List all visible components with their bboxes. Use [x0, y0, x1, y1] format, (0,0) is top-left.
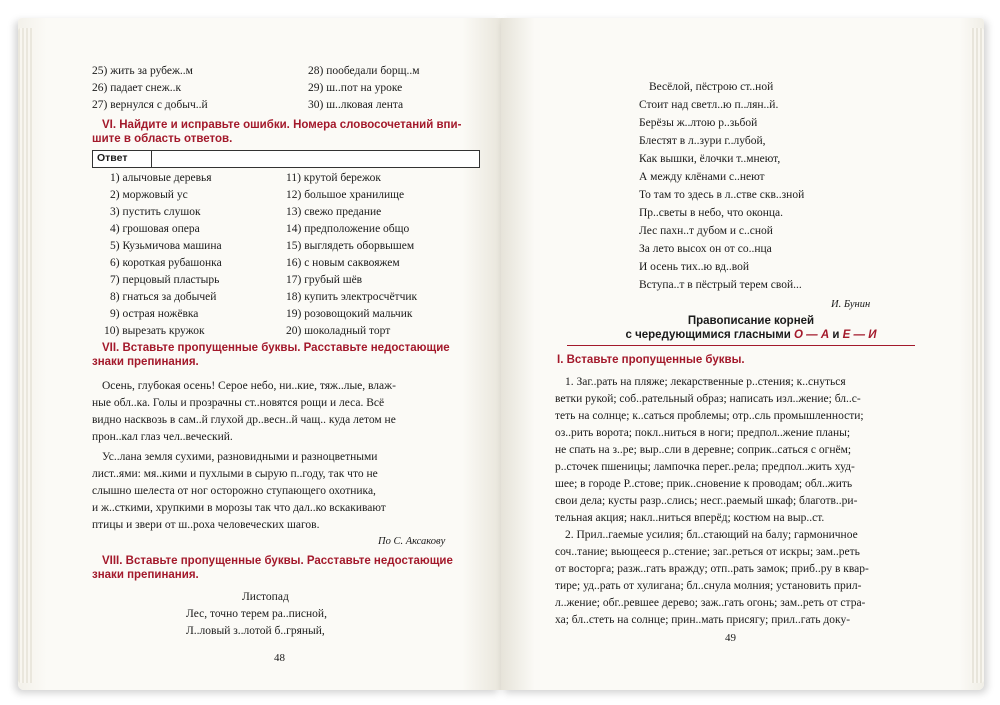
task7-author: По С. Аксакову — [378, 536, 446, 547]
text-line: теть на солнце; к..саться проблемы; отр..сль промышленности; — [555, 410, 864, 422]
text-line: 2. Прил..гаемые усилия; бл..стающий на балу; гармоничное — [565, 529, 858, 541]
list-item: 5) Кузьмичова машина — [110, 240, 222, 252]
list-item: 9) острая ножёвка — [110, 308, 199, 320]
right-page-edge — [970, 28, 984, 683]
text-line: видно насквозь в сам..й глухой др..весн..й чащ.. куда летом не — [92, 414, 396, 426]
answer-field[interactable] — [92, 150, 480, 168]
left-page — [18, 18, 501, 690]
task7-heading: знаки препинания. — [92, 356, 199, 368]
task8-heading: VIII. Вставьте пропущенные буквы. Расставьте недостающие — [102, 555, 453, 567]
vowel-pair-o-a: О — А — [794, 329, 830, 341]
poem-line: Берёзы ж..лтою р..зьбой — [639, 117, 758, 129]
task6-heading: шите в область ответов. — [92, 133, 233, 145]
text-line: птицы и звери от ш..роха человеческих шагов. — [92, 519, 320, 531]
item: 25) жить за рубеж..м — [92, 65, 193, 77]
text-line: соч..тание; вьющееся р..стение; заг..реться от искры; зам..реть — [555, 546, 860, 558]
text-line: шее; в городе Р..стове; прик..сновение к проводам; обл..жить — [555, 478, 853, 490]
list-item: 16) с новым саквояжем — [286, 257, 400, 269]
poem-line: То там то здесь в л..стве скв..зной — [639, 189, 805, 201]
task1-heading: I. Вставьте пропущенные буквы. — [557, 354, 745, 366]
poem-title: Листопад — [242, 591, 289, 603]
text-line: прон..кал глаз чел..веческий. — [92, 431, 233, 443]
list-item: 8) гнаться за добычей — [110, 291, 217, 303]
section-title — [561, 315, 941, 327]
list-item: 14) предположение общо — [286, 223, 410, 235]
text-line: ветки рукой; соб..рательный образ; написать изл..жение; бл..с- — [555, 393, 861, 405]
poem-line: За лето высох он от со..нца — [639, 243, 772, 255]
left-page-edge — [18, 28, 34, 683]
item: 28) пообедали борщ..м — [308, 65, 420, 77]
poem-line: Весёлой, пёстрою ст..ной — [649, 81, 774, 93]
conjunction: и — [832, 329, 840, 341]
text-line: слышно шелеста от ног осторожно ступающего охотника, — [92, 485, 376, 497]
list-item: 18) купить электросчётчик — [286, 291, 418, 303]
text-line: свои дела; кусты разр..слись; несг..раемый шкаф; благотв..ри- — [555, 495, 858, 507]
poem-author: И. Бунин — [831, 299, 871, 310]
poem-line: Лес пахн..т дубом и с..сной — [639, 225, 773, 237]
text-line: ные обл..ка. Голы и прозрачны ст..новятся рощи и леса. Всё — [92, 397, 385, 409]
list-item: 15) выглядеть оборвышем — [286, 240, 415, 252]
list-item: 19) розовощокий мальчик — [286, 308, 413, 320]
list-item: 4) грошовая опера — [110, 223, 200, 235]
text-line: тельная акция; накл..ниться вперёд; костюм на выр..ст. — [555, 512, 825, 524]
task6-heading: VI. Найдите и исправьте ошибки. Номера словосочетаний впи- — [102, 119, 462, 131]
list-item: 13) свежо предание — [286, 206, 382, 218]
open-book — [18, 18, 984, 690]
list-item: 7) перцовый пластырь — [110, 274, 220, 286]
section-title-line1: Правописание корней — [687, 315, 815, 327]
text-line: Осень, глубокая осень! Серое небо, ни..кие, тяж..лые, влаж- — [102, 380, 396, 392]
list-item: 10) вырезать кружок — [104, 325, 205, 337]
item: 26) падает снеж..к — [92, 82, 182, 94]
list-item: 1) алычовые деревья — [110, 172, 212, 184]
item: 29) ш..пот на уроке — [308, 82, 403, 94]
list-item: 6) короткая рубашонка — [110, 257, 222, 269]
poem-line: Блестят в л..зури г..лубой, — [639, 135, 766, 147]
text-line: тире; уд..рать от хулигана; бл..снула молния; установить прил- — [555, 580, 862, 592]
text-line: р..сточек пшеницы; лампочка перег..рела; предпол..жить худ- — [555, 461, 855, 473]
list-item: 11) крутой бережок — [286, 172, 382, 184]
text-line: л..жение; обг..ревшее дерево; заж..гать огонь; зам..реть от стра- — [555, 597, 866, 609]
text-line: 1. Заг..рать на пляже; лекарственные р..стения; к..снуться — [565, 376, 846, 388]
right-page — [501, 18, 984, 690]
poem-line: Лес, точно терем ра..писной, — [186, 608, 327, 620]
poem-line: Как вышки, ёлочки т..мнеют, — [639, 153, 781, 165]
poem-line: Л..ловый з..лотой б..гряный, — [186, 625, 325, 637]
answer-divider — [151, 151, 152, 167]
task8-heading: знаки препинания. — [92, 569, 199, 581]
item: 30) ш..лковая лента — [308, 99, 404, 111]
text-line: ха; бл..стеть на солнце; прин..мать присягу; прил..гать доку- — [555, 614, 851, 626]
poem-line: И осень тих..ю вд..вой — [639, 261, 749, 273]
list-item: 20) шоколадный торт — [286, 325, 391, 337]
task7-heading: VII. Вставьте пропущенные буквы. Расставьте недостающие — [102, 342, 450, 354]
page-number: 48 — [274, 652, 285, 664]
page-number: 49 — [725, 632, 736, 644]
list-item: 2) моржовый ус — [110, 189, 188, 201]
poem-line: А между клёнами с..неют — [639, 171, 765, 183]
list-item: 3) пустить слушок — [110, 206, 201, 218]
text-line: лист..ями: мя..кими и пухлыми в сырую п..году, так что не — [92, 468, 378, 480]
section-title — [561, 329, 941, 341]
vowel-pair-e-i: Е — И — [842, 329, 877, 341]
text-line: Ус..лана земля сухими, разновидными и разноцветными — [102, 451, 378, 463]
section-title-underline — [567, 345, 915, 346]
poem-line: Стоит над светл..ю п..лян..й. — [639, 99, 779, 111]
text-line: от восторга; разж..гать вражду; отп..рать замок; приб..ру в квар- — [555, 563, 869, 575]
text-line: не спать на з..ре; выр..сли в деревне; соприк..саться с огнём; — [555, 444, 852, 456]
answer-label: Ответ — [97, 152, 128, 164]
item: 27) вернулся с добыч..й — [92, 99, 208, 111]
section-title-line2: с чередующимися гласными — [625, 329, 791, 341]
list-item: 12) большое хранилище — [286, 189, 405, 201]
list-item: 17) грубый шёв — [286, 274, 363, 286]
poem-line: Вступа..т в пёстрый терем свой... — [639, 279, 802, 291]
poem-line: Пр..светы в небо, что оконца. — [639, 207, 783, 219]
text-line: и ж..сткими, хрупкими в морозы так что дал..ко вскакивают — [92, 502, 386, 514]
text-line: оз..рить ворота; покл..ниться в ноги; предпол..жение планы; — [555, 427, 851, 439]
